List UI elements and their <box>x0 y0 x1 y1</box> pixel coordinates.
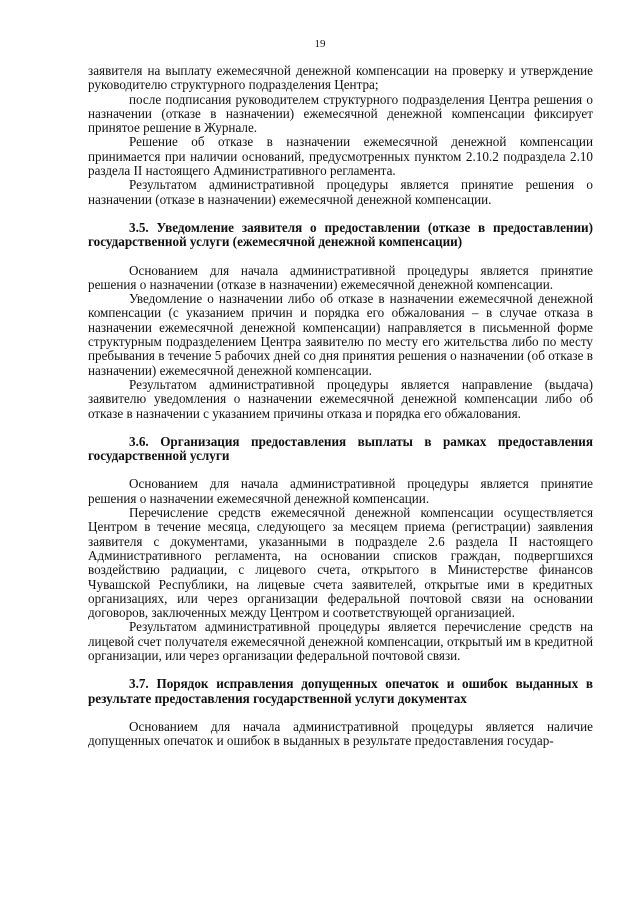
paragraph: Уведомление о назначении либо об отказе в назначении ежемесячной денежной компенсации (с указанием причин и порядка его обжалования – в случае отказа в назначении ежемесячной денежной компенсации) направляется в письменной форме структурным подразделением Центра заявителю по месту его жительства либо по месту пребывания в течение 5 рабочих дней со дня принятия решения о назначении (об отказе в назначении) ежемесячной денежной компенсации. <box>88 291 593 378</box>
section-heading: 3.5. Уведомление заявителя о предоставлении (отказе в предоставлении) государственной услуги (ежемесячной денежной компенсации) <box>88 219 593 250</box>
paragraph: Основанием для начала административной процедуры является принятие решения о назначении ежемесячной денежной компенсации. <box>88 476 593 506</box>
paragraph: после подписания руководителем структурного подразделения Центра решения о назначении (отказе в назначении) ежемесячной денежной компенсации фиксирует принятое решение в Журнале. <box>88 91 593 136</box>
section-heading: 3.7. Порядок исправления допущенных опечаток и ошибок выданных в результате предоставления государственной услуги документах <box>88 676 593 706</box>
paragraph: Результатом административной процедуры является направление (выдача) заявителю уведомления о назначении ежемесячной денежной компенсации либо об отказе в назначении с указанием причины отказа и порядка его обжалования. <box>88 376 593 421</box>
section-heading: 3.6. Организация предоставления выплаты в рамках предоставления государственной услуги <box>88 433 593 464</box>
document-body <box>88 64 593 748</box>
paragraph: заявителя на выплату ежемесячной денежной компенсации на проверку и утверждение руководителю структурного подразделения Центра; <box>88 63 593 93</box>
paragraph: Перечисление средств ежемесячной денежной компенсации осуществляется Центром в течение месяца, следующего за месяцем приема (регистрации) заявления заявителя с документами, указанными в подразделе 2.6 раздела II настоящего Административного регламента, на основании списков граждан, подвергшихся воздействию радиации, с лицевого счета, открытого в Министерстве финансов Чувашской Республики, на лицевые счета заявителей, открытые ими в кредитных организациях, или через организации федеральной почтовой связи на основании договоров, заключенных между Центром и соответствующей организацией. <box>88 505 593 621</box>
paragraph: Решение об отказе в назначении ежемесячной денежной компенсации принимается при наличии оснований, предусмотренных пунктом 2.10.2 подраздела 2.10 раздела II настоящего Административного регламента. <box>88 134 593 179</box>
paragraph: Основанием для начала административной процедуры является наличие допущенных опечаток и ошибок в выданных в результате предоставления государ- <box>88 718 593 749</box>
page-number: 19 <box>314 38 326 50</box>
paragraph: Результатом административной процедуры является принятие решения о назначении (отказе в назначении) ежемесячной денежной компенсации. <box>88 177 593 207</box>
paragraph: Основанием для начала административной процедуры является принятие решения о назначении (отказе в назначении) ежемесячной денежной компенсации. <box>88 262 593 292</box>
paragraph: Результатом административной процедуры является перечисление средств на лицевой счет получателя ежемесячной денежной компенсации, открытый им в кредитной организации, или через организации федеральной почтовой связи. <box>88 619 593 663</box>
